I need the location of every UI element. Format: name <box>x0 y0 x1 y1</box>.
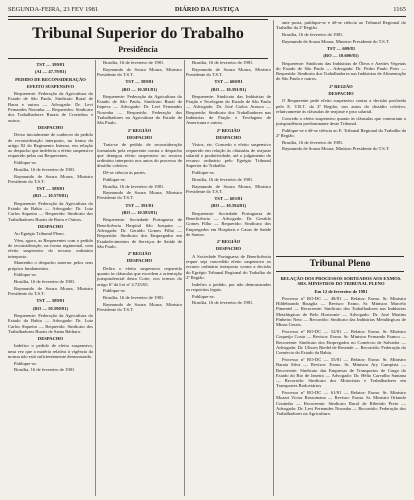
paragraph: TST — 589/81 <box>125 79 154 85</box>
paragraph: Publique-se. <box>103 176 126 182</box>
paragraph: Publique-se. <box>14 360 37 366</box>
paragraph: Brasília, 16 de fevereiro de 1981. <box>282 139 344 145</box>
paragraph: Indefiro o pedido, por não demonstrados os requisitos legais. <box>186 281 271 292</box>
paragraph: Processo nº RO-DC — 55/81 — Relator: Exmo. Sr. Ministro Barata Silva — Revisor: Exmo. Sr. Ministro Ary Campista — Recorrente: Sindicato das Empresas de Transportes de Carga do Estado do Rio de Janeiro — Advogado: Dr. Hélio Carvalho Santana — Recorrido: Sindicato dos Motoristas e Trabalhadores em Transportes Rodoviários. <box>276 356 406 389</box>
paragraph: 2ª REGIÃO <box>216 239 241 245</box>
paragraph: Processo nº RO-DC — 52/81 — Relator: Exmo. Sr. Ministro Coqueijo Costa — Revisor: Exmo. Sr. Ministro Fernando Franco — Recorrente: Sindicato dos Empregados no Comércio de Salvador — Advogado: Dr. Ulisses Riedel de Resende — Recorrido: Federação do Comércio do Estado da Bahia. <box>276 329 406 356</box>
paragraph: TST — 588/81 <box>36 186 65 192</box>
paragraph: Requerente: Federação da Agricultura do Estado de São Paulo, Sindicato Rural de Barra e outros — Advogado: Dr. Levi Fernandes Noronha — Requeridos: Sindicato dos Trabalhadores Rurais de Cravinhos e outros. <box>8 91 93 123</box>
text-column-2 <box>97 60 182 496</box>
paragraph: Publique-se. <box>192 293 215 299</box>
paragraph: RELAÇÃO DOS PROCESSOS SORTEADOS AOS EXMOS. SRS. MINISTROS DO TRIBUNAL PLENO <box>280 276 402 287</box>
paragraph: EFEITO SUSPENSIVO <box>26 83 75 89</box>
paragraph: Brasília, 16 de fevereiro de 1981. <box>192 176 254 182</box>
paragraph: (RO — 10.591/81) <box>210 86 247 92</box>
paragraph: Publique-se. <box>192 170 215 176</box>
header-date: SEGUNDA-FEIRA, 23 FEV 1981 <box>8 6 99 13</box>
paragraph: Em 12 de fevereiro de 1981 <box>314 288 368 294</box>
paragraph: DESPACHO <box>215 134 242 140</box>
paragraph: TST — 589/81 <box>36 298 65 304</box>
paragraph: Requerente: Sociedade Portuguesa de Beneficência — Advogado: Dr. Geraldo Gomes Filho — Requerido: Sindicato dos Empregados em Hospitais e Casas de Saúde de Santos. <box>186 210 271 237</box>
paragraph: Brasília, 16 de fevereiro de 1981. <box>192 300 254 306</box>
paragraph: DESPACHO <box>37 124 64 130</box>
paragraph: Trata-se de pedido de reconsideração formulado pela requerente contra o despacho que denegou efeito suspensivo ao recurso ordinário interposto nos autos do processo de dissídio coletivo. <box>97 142 182 169</box>
paragraph: Indefiro o pedido de efeito suspensivo, uma vez que a matéria relativa à vigência da norma não está suficientemente demonstrada. <box>8 343 93 360</box>
paragraph: Raymundo de Souza Moura, Ministro Presidente do T.S.T. <box>186 66 271 77</box>
paragraph: Brasília, 16 de fevereiro de 1981. <box>14 367 76 373</box>
paragraph: Vêm, agora, as Requerentes com o pedido de reconsideração, na forma regimental, com efeito suspensivo do recurso ordinário interposto. <box>8 237 93 259</box>
paragraph: Processo nº RO-DC — 48/81 — Relator: Exmo. Sr. Ministro Hildebrando Bisaglia — Revisor: Exmo. Sr. Ministro Marcelo Pimentel — Recorrente: Sindicato dos Trabalhadores nas Indústrias Metalúrgicas de Belo Horizonte — Advogado: Dr. José Martins Pinheiro Neto — Recorrido: Sindicato das Indústrias Metalúrgicas de Minas Gerais. <box>276 295 406 328</box>
paragraph: Brasília, 16 de fevereiro de 1981. <box>103 60 165 65</box>
paragraph: (RO — 10.583/81) <box>121 210 158 216</box>
paragraph: Raymundo de Souza Moura, Ministro Presidente do T.S.T. <box>8 173 93 184</box>
paragraph: Processo nº RO-DC — 61/81 — Relator: Exmo. Sr. Ministro Mozart Victor Russomano — Revisor: Exmo. Sr. Ministro Orlando Coutinho — Recorrente: Sindicato Rural de Ribeirão Preto — Advogado: Dr. Levi Fernandes Noronha — Recorrido: Federação dos Trabalhadores na Agricultura. <box>276 390 406 417</box>
paragraph: Requerente: Sociedade Portuguesa de Beneficência Hospital São Joaquim — Advogado: Dr. Geraldo Gomes Filho — Requerido: Sindicato dos Empregados em Estabelecimentos de Serviços de Saúde de São Paulo. <box>97 217 182 249</box>
paragraph: Brasília, 16 de fevereiro de 1981. <box>14 166 76 172</box>
paragraph: DESPACHO <box>328 91 354 97</box>
plenum-title: Tribunal Pleno <box>276 256 404 272</box>
paragraph: Requerente: Sindicato das Indústrias de Fiação e Tecelagem do Estado de São Paulo — Advogado: Dr. José Carlos Arouca — Requerido: Sindicato dos Trabalhadores nas Indústrias de Fiação e Tecelagem de Americana e outros. <box>186 93 271 126</box>
paragraph: PEDIDO DE RECONSIDERAÇÃO <box>15 76 86 82</box>
paragraph: (RO — 10.581/81) <box>121 86 158 92</box>
paragraph: Brasília, 16 de fevereiro de 1981. <box>282 31 344 37</box>
paragraph: DESPACHO <box>126 134 153 140</box>
column-divider <box>273 20 274 496</box>
paragraph: (RO — 50.590/81) <box>32 305 69 311</box>
paragraph: (AI — 47.79/81) <box>34 69 67 75</box>
paragraph: O Requerente pede efeito suspensivo contra a decisão proferida pelo E. T.R.T. da 2ª Região, nos autos do dissídio coletivo, relativamente às cláusulas de reajuste e piso salarial. <box>276 98 406 114</box>
section-title-box <box>8 19 268 59</box>
header-page-number: 1165 <box>393 6 406 13</box>
paragraph: Brasília, 16 de fevereiro de 1981. <box>103 183 165 189</box>
paragraph: Brasília, 16 de fevereiro de 1981. <box>14 279 76 285</box>
paragraph: Concedo o efeito suspensivo quanto às cláusulas que contrariam a jurisprudência predominante deste Tribunal. <box>276 115 406 126</box>
paragraph: 2ª REGIÃO <box>127 251 152 257</box>
paragraph: Ao Egrégio Tribunal Pleno. <box>14 231 65 237</box>
paragraph: Raymundo de Souza Moura, Ministro Presidente do T.S.T. <box>186 183 271 194</box>
paragraph: TST — 609/81 <box>326 45 356 51</box>
paragraph: Brasília, 16 de fevereiro de 1981. <box>192 60 254 65</box>
paragraph: TST — 399/81 <box>36 62 65 67</box>
text-column-5 <box>276 274 406 496</box>
text-column-1 <box>8 60 93 496</box>
paragraph: Requerente: Sindicato das Indústrias de Óleos e Azeites Vegetais do Estado de São Paulo — Advogado: Dr. Pedro Paulo Pires — Requerido: Sindicato dos Trabalhadores nas Indústrias de Alimentação de São Paulo e outros. <box>276 60 407 82</box>
paragraph: Raymundo de Souza Moura, Ministro Presidente do T.S.T. <box>8 285 93 297</box>
column-divider <box>95 60 96 496</box>
paragraph: Raymundo de Souza Moura, Ministro Presidente do T.S.T. <box>97 301 182 312</box>
paragraph: Dê-se ciência às partes. <box>103 170 147 176</box>
paragraph: Vistos, etc. Concedo o efeito suspensivo requerido em relação às cláusulas de reajuste salarial e produtividade, até o julgamento do recurso ordinário pelo Egrégio Tribunal Superior do Trabalho. <box>186 142 271 169</box>
paragraph: Raymundo de Souza Moura, Ministro Presidente do T.S.T. <box>97 190 182 201</box>
paragraph: Raymundo de Souza Moura, Ministro Presidente do T.S.T. <box>282 38 390 44</box>
paragraph: Requerente: Federação da Agricultura do Estado de São Paulo, Sindicato Rural de Itapeva — Advogado: Dr. Levi Fernandes Noronha — Requerido: Federação dos Trabalhadores na Agricultura do Estado de São Paulo. <box>97 93 182 126</box>
paragraph: DESPACHO <box>126 258 153 264</box>
paragraph: DESPACHO <box>37 336 64 342</box>
paragraph: Publique-se. <box>14 272 37 278</box>
page-header <box>8 4 406 17</box>
paragraph: Publique-se e dê-se ciência ao E. Tribunal Regional do Trabalho da 2ª Região. <box>276 127 406 138</box>
paragraph: Raymundo de Souza Moura, Ministro Presidente do T.S.T. <box>282 146 390 152</box>
paragraph: ante posta, publique-se e dê-se ciência ao Tribunal Regional do Trabalho da 2ª Região. <box>276 20 406 31</box>
paragraph: TST — 603/81 <box>214 196 243 202</box>
paragraph: Brasília, 16 de fevereiro de 1981. <box>103 295 165 301</box>
court-name: Tribunal Superior do Trabalho <box>32 25 244 42</box>
paragraph: Raymundo de Souza Moura, Ministro Presidente do T.S.T. <box>97 66 182 77</box>
paragraph: DESPACHO <box>37 223 64 229</box>
paragraph: Requerente: Federação da Agricultura do Estado da Bahia — Advogado: Dr. Luiz Carlos Siqueira — Requerido: Sindicato dos Trabalhadores Rurais de Barra e Outros. <box>8 200 93 222</box>
section-name: Presidência <box>118 45 158 54</box>
text-column-4 <box>276 20 406 252</box>
header-publication: DIÁRIO DA JUSTIÇA <box>174 6 240 13</box>
paragraph: Requerente: Federação da Agricultura do Estado da Bahia — Advogado: Dr. Luiz Carlos Siqueira — Requerido: Sindicato dos Trabalhadores Rurais de Santa Bárbara. <box>8 313 93 334</box>
paragraph: Publique-se. <box>14 160 37 166</box>
paragraph: 2ª REGIÃO <box>329 83 353 89</box>
paragraph: Deixo inicialmente de conhecer do pedido de reconsideração interposto, na forma do artigo 82 do Regimento Interno, em relação ao despacho que indeferiu o efeito suspensivo requerido pelas ora Requerentes. <box>8 132 93 159</box>
paragraph: A Sociedade Portuguesa de Beneficência requer seja concedido efeito suspensivo ao recurso ordinário interposto contra a decisão do Egrégio Tribunal Regional do Trabalho da 2ª Região. <box>186 253 271 280</box>
paragraph: Defiro o efeito suspensivo requerido quanto às cláusulas que excedem a orientação jurisprudencial desta Corte, nos termos do artigo 6º da Lei nº 4.725/65. <box>97 265 182 287</box>
paragraph: TST — 600/81 <box>214 79 243 85</box>
paragraph: (RO — 10.600/81) <box>323 53 359 59</box>
paragraph: (RO — 10.578/81) <box>32 193 69 199</box>
paragraph: Publique-se. <box>103 288 126 294</box>
column-divider <box>184 60 185 496</box>
paragraph: 2ª REGIÃO <box>127 127 152 133</box>
paragraph: 2ª REGIÃO <box>216 127 241 133</box>
paragraph: (RO — 10.594/81) <box>210 203 247 209</box>
paragraph: TST — 591/81 <box>125 202 154 208</box>
text-column-3 <box>186 60 271 496</box>
paragraph: DESPACHO <box>215 246 242 252</box>
paragraph: Mantenho o despacho anterior pelos seus próprios fundamentos. <box>8 260 93 271</box>
